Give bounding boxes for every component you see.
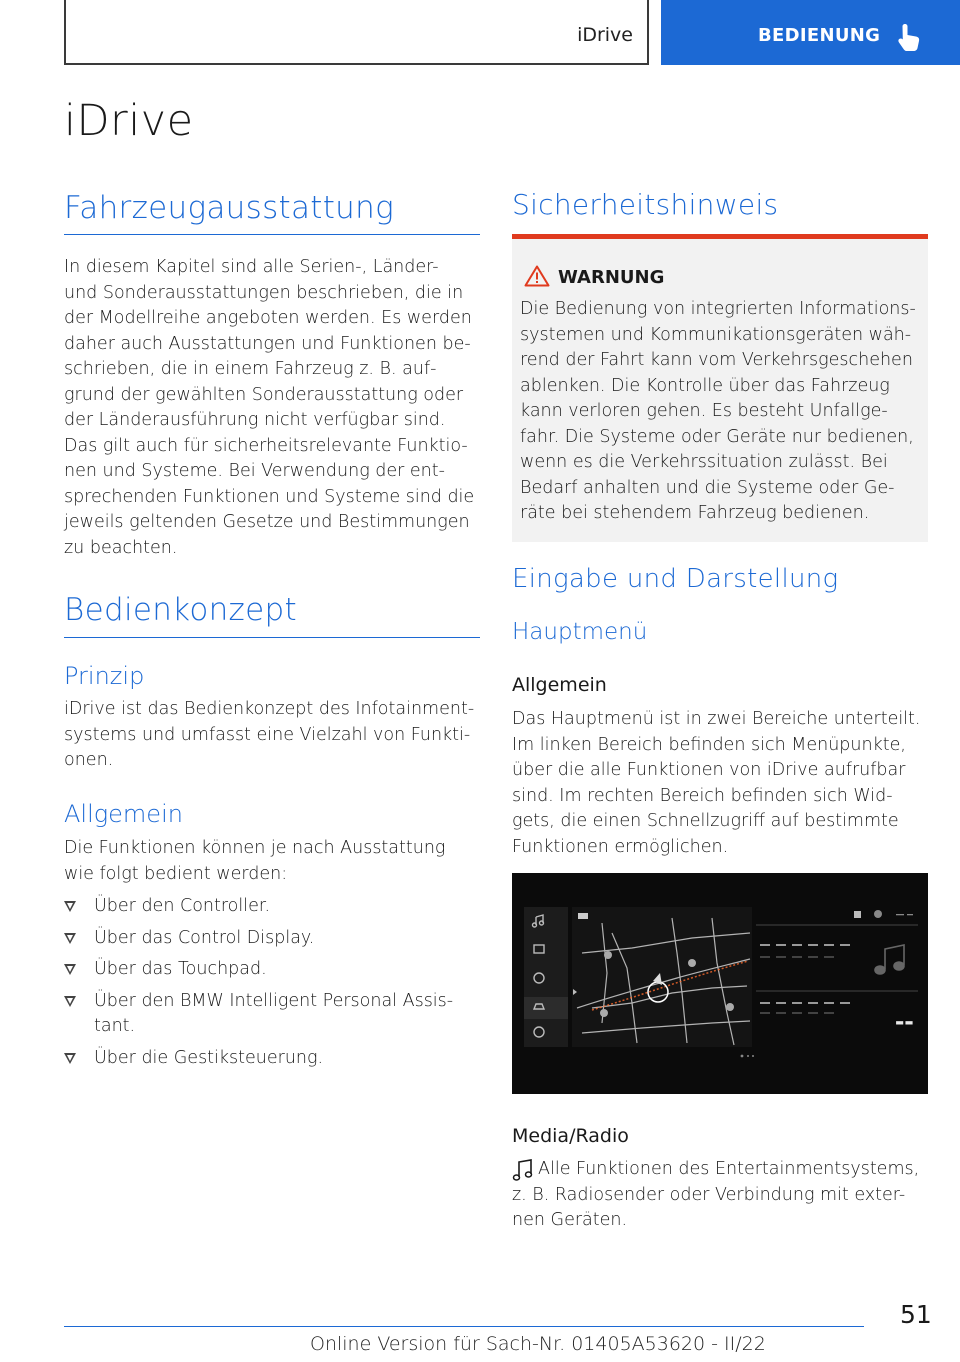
fahrzeug-heading: Fahrzeugausstattung [64,190,394,226]
list-item-text: Über die Gestiksteuerung. [94,1047,324,1068]
bullet-triangle-icon [64,1053,76,1064]
text-line: Das gilt auch für sicherheitsrelevante Funktio- [64,435,468,456]
page-title: iDrive [64,96,194,146]
list-item [64,926,484,952]
list-item [64,894,484,920]
idrive-main-menu-screenshot [512,873,928,1094]
header-chapter-label: BEDIENUNG [758,25,881,46]
text-line: Im linken Bereich befinden sich Menüpunkte, [512,734,906,755]
text-line: onen. [64,750,114,770]
text-line: rend der Fahrt kann vom Verkehrsgeschehen [520,350,913,370]
text-line: zu beachten. [64,537,178,558]
bullet-list [64,894,484,1077]
bullet-triangle-icon [64,933,76,944]
warning-body [520,297,924,527]
text-line: systems und umfasst eine Vielzahl von Funkti- [64,724,471,745]
media-radio-paragraph [512,1157,932,1234]
text-line: wenn es die Verkehrssituation zulässt. Bei [520,452,888,472]
text-line: Bedarf anhalten und die Systeme oder Ge- [520,477,895,498]
allgemein-heading-left: Allgemein [64,800,183,828]
list-item-text: tant. [94,1016,136,1036]
fahrzeug-rule [64,234,480,235]
prinzip-paragraph [64,697,484,774]
bedienkonzept-rule [64,637,480,638]
text-line: Das Hauptmenü ist in zwei Bereiche unterteilt. [512,709,921,729]
header-chapter-box [661,0,960,65]
text-line: grund der gewählten Sonderausstattung oder [64,384,464,405]
text-line: Alle Funktionen des Entertainmentsystems, [538,1159,920,1179]
list-item [64,989,484,1040]
text-line: kann verloren gehen. Es besteht Unfallge- [520,401,888,421]
hauptmenu-paragraph [512,707,932,860]
text-line: sind. Im rechten Bereich befinden sich Wid- [512,785,893,806]
text-line: daher auch Ausstattungen und Funktionen be- [64,333,471,354]
text-line: sprechenden Funktionen und Systeme sind die [64,486,475,507]
allgemein-heading-right: Allgemein [512,674,607,696]
bullet-triangle-icon [64,996,76,1007]
footer-rule [64,1326,864,1327]
text-line: über die alle Funktionen von iDrive aufrufbar [512,760,906,780]
text-line: und Sonderausstattungen beschrieben, die in [64,282,464,303]
music-note-widget-icon [875,945,904,974]
fahrzeug-paragraph [64,255,484,561]
text-line: Die Bedienung von integrierten Informations- [520,299,916,319]
text-line: nen und Systeme. Bei Verwendung der ent- [64,461,445,481]
list-item-text: Über das Touchpad. [94,959,267,979]
warning-triangle-icon [524,265,550,287]
list-item-text: Über den Controller. [94,896,271,916]
header-section-label: iDrive [577,24,633,46]
text-line: fahr. Die Systeme oder Geräte nur bedienen, [520,426,914,447]
bedienkonzept-heading: Bedienkonzept [64,592,297,628]
text-line: systemen und Kommunikationsgeräten wäh- [520,324,912,345]
screen-dash-value: -- [895,1005,914,1036]
footer-text: Online Version für Sach-Nr. 01405A53620 - II/22 [310,1333,766,1355]
allgemein-paragraph-left [64,836,484,887]
media-radio-heading: Media/Radio [512,1125,629,1147]
list-item-text: Über das Control Display. [94,927,315,948]
text-line: iDrive ist das Bedienkonzept des Infotainment- [64,699,475,719]
prinzip-heading: Prinzip [64,662,145,690]
text-line: In diesem Kapitel sind alle Serien-, Länder- [64,257,439,277]
eingabe-heading: Eingabe und Darstellung [512,564,839,594]
warning-box [512,234,928,542]
header-section-box [64,0,649,65]
text-line: Die Funktionen können je nach Ausstattung [64,838,446,858]
bullet-triangle-icon [64,964,76,975]
text-line: schrieben, die in einem Fahrzeug z. B. auf- [64,359,437,379]
text-line: wie folgt bedient werden: [64,863,288,884]
hauptmenu-heading: Hauptmenü [512,619,648,645]
sicherheitshinweis-heading: Sicherheitshinweis [512,188,779,221]
warning-title: WARNUNG [558,267,665,288]
page-number: 51 [900,1300,932,1329]
text-line: nen Geräten. [512,1210,628,1230]
list-item [64,957,484,983]
list-item [64,1046,484,1072]
list-item-text: Über den BMW Intelligent Personal Assis- [94,990,454,1011]
text-line: jeweils geltenden Gesetze und Bestimmungen [64,512,470,532]
text-line: räte bei stehendem Fahrzeug bedienen. [520,503,870,523]
idrive-screen-illustration [512,873,928,1094]
text-line: ablenken. Die Kontrolle über das Fahrzeug [520,375,890,396]
text-line: Funktionen ermöglichen. [512,836,729,857]
text-line: der Länderausführung nicht verfügbar sind. [64,410,446,430]
text-line: der Modellreihe angeboten werden. Es werden [64,308,472,328]
text-line: gets, die einen Schnellzugriff auf bestimmte [512,811,899,831]
text-line: z. B. Radiosender oder Verbindung mit exter- [512,1184,906,1205]
bullet-triangle-icon [64,901,76,912]
pointing-hand-icon [896,22,922,52]
